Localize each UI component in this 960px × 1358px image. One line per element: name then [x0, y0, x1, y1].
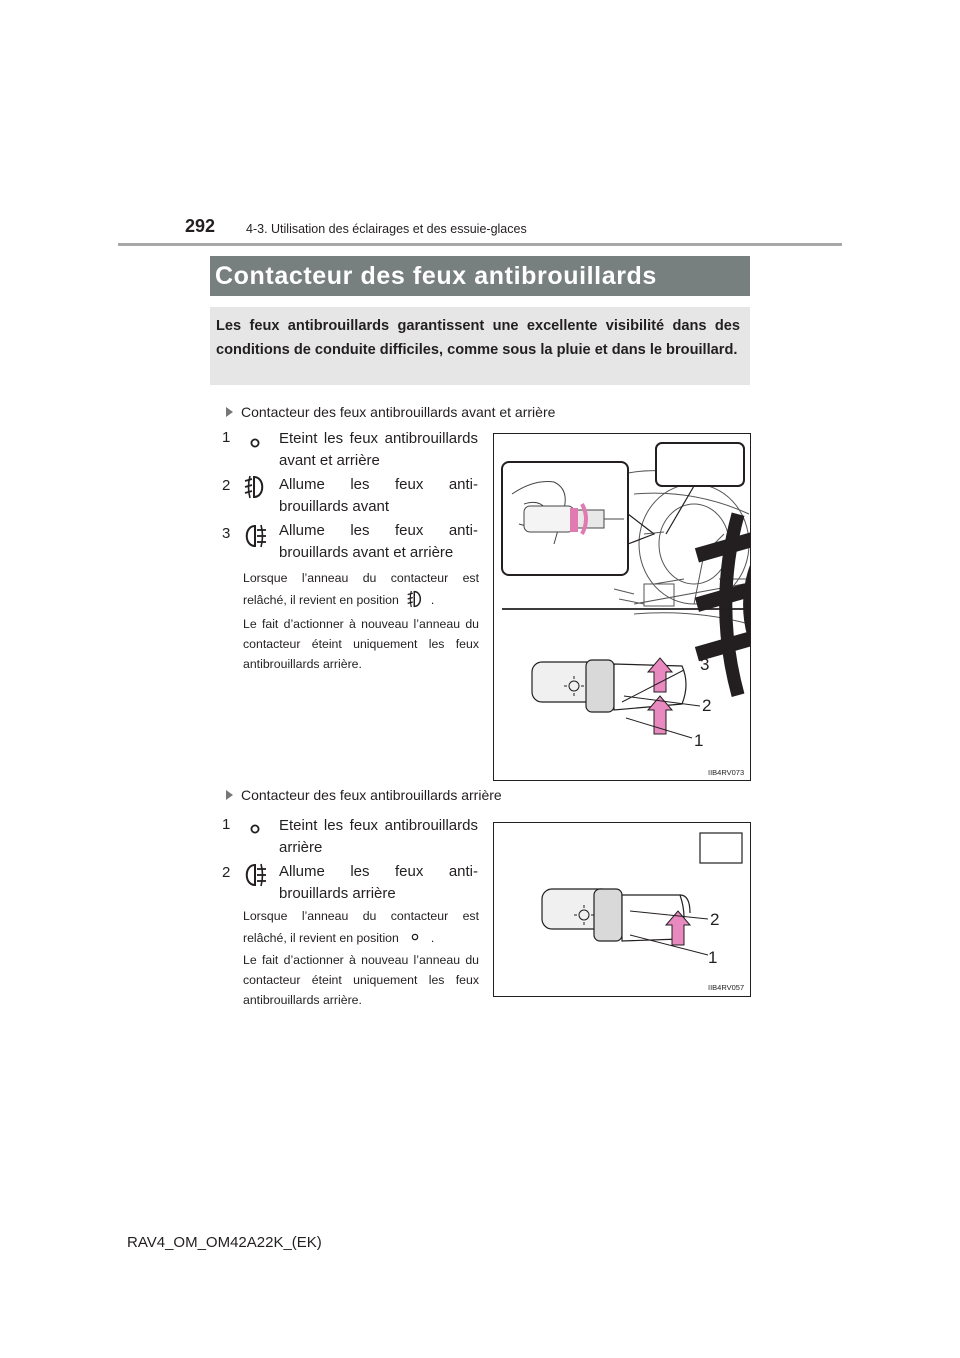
page-number: 292 — [185, 216, 216, 236]
figure-rear-switch — [493, 822, 751, 997]
item-number: 2 — [222, 864, 231, 881]
item-number: 1 — [222, 816, 231, 833]
rear-fog-icon — [241, 521, 269, 551]
front-fog-icon — [241, 472, 269, 502]
callout-2: 2 — [702, 696, 712, 715]
note-return-position — [243, 568, 479, 610]
intro-text: Les feux antibrouillards garantissent une excellente visibilité dans des conditions de conduite difficiles, comme sous la pluie et dans le brouillard. — [216, 318, 740, 358]
note-return-position — [243, 906, 479, 948]
section-title: 4-3. Utilisation des éclairages et des essuie-glaces — [246, 222, 527, 236]
note-rear-off: Le fait d’actionner à nouveau l’anneau du contacteur éteint uniquement les feux antibrouillards arrière. — [243, 953, 479, 1007]
note-text: Lorsque l’anneau du contacteur est relâché, il revient en position — [243, 909, 479, 945]
off-circle-icon — [241, 814, 269, 844]
item-description: Allume les feux anti-brouillards arrière — [279, 863, 478, 902]
item-number: 3 — [222, 525, 231, 542]
header-divider — [118, 243, 842, 246]
bullet-triangle-icon — [226, 407, 233, 417]
item-description: Allume les feux anti-brouillards avant — [279, 476, 478, 515]
callout-1: 1 — [708, 948, 718, 967]
off-circle-icon — [404, 926, 426, 948]
rear-fog-icon — [241, 860, 269, 890]
item-description: Eteint les feux antibrouillards arrière — [279, 817, 478, 856]
note-text-end: . — [430, 593, 435, 607]
switch-illustration — [494, 434, 750, 780]
page-title: Contacteur des feux antibrouillards — [215, 262, 657, 290]
figure-front-rear-switch — [493, 433, 751, 781]
callout-2: 2 — [710, 910, 720, 929]
section2-heading — [226, 787, 502, 803]
footer-document-code: RAV4_OM_OM42A22K_(EK) — [127, 1234, 322, 1251]
note-text-end: . — [430, 931, 435, 945]
section1-heading — [226, 404, 555, 420]
section2-heading-text: Contacteur des feux antibrouillards arrière — [241, 787, 502, 803]
note-text: Lorsque l’anneau du contacteur est relâché, il revient en position — [243, 571, 479, 607]
switch-illustration — [494, 823, 750, 996]
front-fog-icon — [404, 588, 426, 610]
figure-id: IIB4RV073 — [708, 768, 745, 777]
note-rear-off: Le fait d’actionner à nouveau l’anneau du contacteur éteint uniquement les feux antibrouillards arrière. — [243, 617, 479, 671]
item-description: Allume les feux anti-brouillards avant et arrière — [279, 522, 478, 561]
callout-3: 3 — [700, 655, 710, 674]
off-circle-icon — [241, 428, 269, 458]
figure-id: IIB4RV057 — [708, 983, 745, 992]
item-description: Eteint les feux antibrouillards avant et arrière — [279, 430, 478, 469]
bullet-triangle-icon — [226, 790, 233, 800]
item-number: 2 — [222, 477, 231, 494]
callout-1: 1 — [694, 731, 704, 750]
section1-heading-text: Contacteur des feux antibrouillards avant et arrière — [241, 404, 556, 420]
item-number: 1 — [222, 429, 231, 446]
